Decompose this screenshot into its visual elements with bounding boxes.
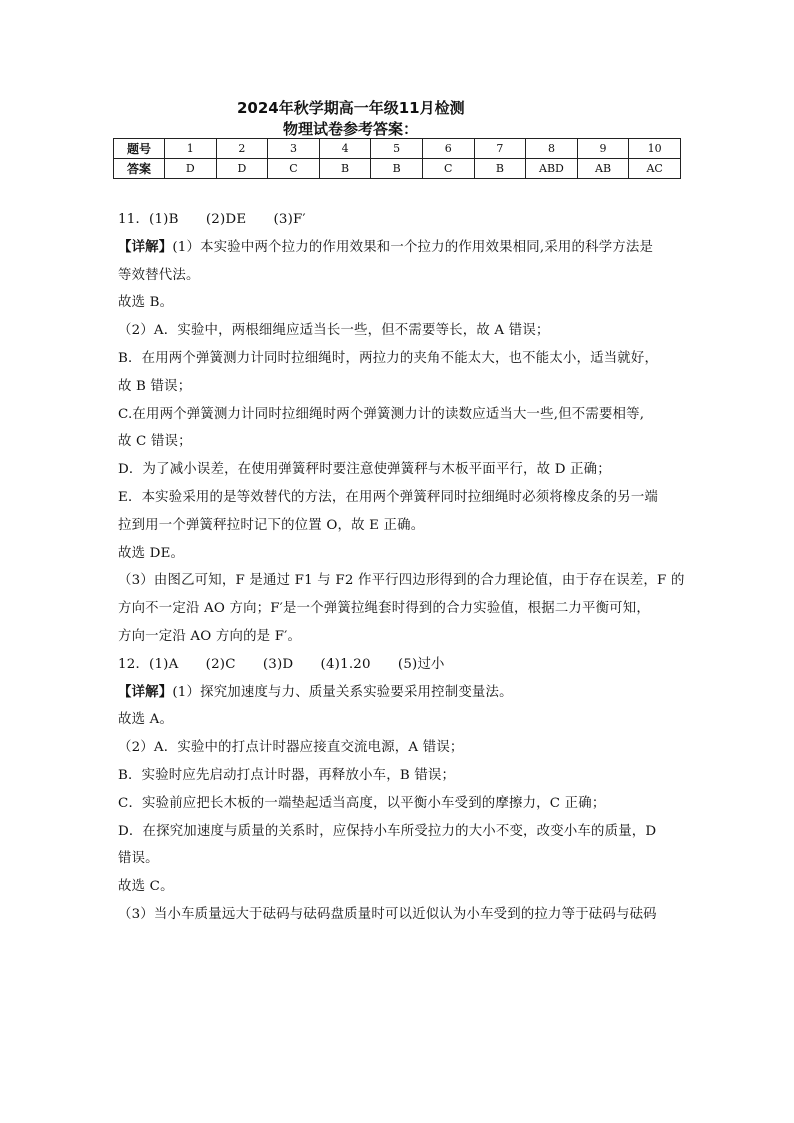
line-text: (1）本实验中两个拉力的作用效果和一个拉力的作用效果相同,采用的科学方法是 (172, 239, 654, 255)
text-line (118, 597, 650, 616)
text-line (118, 458, 611, 477)
page-subtitle: 物理试卷参考答案： (283, 120, 419, 138)
text-line (118, 708, 173, 727)
line-text: （2）A．实验中的打点计时器应接直交流电源，A 错误； (118, 740, 464, 756)
table-row-answers (114, 159, 681, 179)
table-cell: 5 (371, 139, 423, 159)
table-cell: B (319, 159, 371, 179)
line-text: （3）当小车质量远大于砝码与砝码盘质量时可以近似认为小车受到的拉力等于砝码与砝码 (118, 907, 657, 922)
line-text: B．在用两个弹簧测力计同时拉细绳时，两拉力的夹角不能太大，也不能太小，适当就好， (118, 351, 659, 366)
table-cell: 4 (319, 139, 371, 159)
table-cell: D (165, 159, 217, 179)
table-cell: B (371, 159, 423, 179)
line-text: 故选 B。 (118, 295, 174, 311)
text-line (118, 264, 200, 283)
text-line (118, 736, 464, 755)
table-cell: C (268, 159, 320, 179)
line-text: B．实验时应先启动打点计时器，再释放小车，B 错误； (118, 768, 456, 783)
line-text: 11．(1)B (2)DE (3)F′ (118, 212, 306, 227)
table-cell: B (474, 159, 526, 179)
line-text: 错误。 (118, 851, 159, 867)
line-text: D．为了减小误差，在使用弹簧秤时要注意使弹簧秤与木板平面平行，故 D 正确； (118, 462, 611, 478)
table-row-numbers (114, 139, 681, 159)
table-cell: D (216, 159, 268, 179)
row-label-number: 题号 (114, 139, 165, 159)
text-line (118, 291, 173, 310)
text-line (118, 514, 424, 533)
table-cell: 10 (629, 139, 681, 159)
text-line (118, 653, 445, 672)
line-text: C．实验前应把长木板的一端垫起适当高度，以平衡小车受到的摩擦力，C 正确； (118, 795, 606, 811)
text-line (118, 430, 192, 449)
line-text: 故选 DE。 (118, 545, 185, 561)
table-cell: 6 (422, 139, 474, 159)
line-text: 故选 A。 (118, 712, 174, 728)
line-text: （2）A．实验中，两根细绳应适当长一些，但不需要等长，故 A 错误； (118, 323, 550, 339)
table-cell: AB (577, 159, 629, 179)
text-line (118, 625, 301, 644)
line-text: 拉到用一个弹簧秤拉时记下的位置 O，故 E 正确。 (118, 517, 425, 533)
table-cell: 3 (268, 139, 320, 159)
table-cell: 1 (165, 139, 217, 159)
text-line (118, 875, 174, 894)
text-line (118, 903, 657, 922)
line-text: 12．(1)A (2)C (3)D (4)1.20 (5)过小 (118, 656, 445, 672)
line-text: 方向不一定沿 AO 方向；F′是一个弹簧拉绳套时得到的合力实验值，根据二力平衡可知， (118, 601, 650, 617)
text-line (118, 208, 306, 227)
text-line (118, 375, 191, 394)
line-text: 故 B 错误； (118, 378, 192, 394)
page-title: 2024年秋学期高一年级11月检测 (237, 99, 465, 117)
text-line (118, 347, 658, 366)
line-text: 故 C 错误； (118, 434, 192, 450)
text-line (118, 764, 455, 783)
text-line (118, 319, 550, 338)
line-text: (1）探究加速度与力、质量关系实验要采用控制变量法。 (172, 684, 513, 700)
line-text: （3）由图乙可知，F 是通过 F1 与 F2 作平行四边形得到的合力理论值，由于存在误差，F 的 (118, 573, 685, 589)
text-line (118, 681, 513, 700)
section-tag: 【详解】 (118, 239, 173, 255)
section-tag: 【详解】 (118, 684, 173, 700)
text-line (118, 820, 656, 839)
table-cell: 2 (216, 139, 268, 159)
table-cell: AC (629, 159, 681, 179)
line-text: 方向一定沿 AO 方向的是 F′。 (118, 629, 302, 644)
text-line (118, 486, 658, 505)
table-cell: C (422, 159, 474, 179)
answer-table (113, 138, 681, 179)
row-label-answer: 答案 (114, 159, 165, 179)
text-line (118, 542, 184, 561)
table-cell: 7 (474, 139, 526, 159)
text-line (118, 792, 605, 811)
table-cell: 8 (526, 139, 578, 159)
line-text: D．在探究加速度与质量的关系时，应保持小车所受拉力的大小不变，改变小车的质量，D (118, 823, 657, 839)
table-cell: 9 (577, 139, 629, 159)
line-text: 等效替代法。 (118, 267, 200, 283)
text-line (118, 236, 653, 255)
text-line (118, 403, 644, 422)
line-text: E．本实验采用的是等效替代的方法，在用两个弹簧秤同时拉细绳时必须将橡皮条的另一端 (118, 490, 659, 505)
text-line (118, 847, 159, 866)
table-cell: ABD (526, 159, 578, 179)
line-text: C.在用两个弹簧测力计同时拉细绳时两个弹簧测力计的读数应适当大一些,但不需要相等, (118, 406, 645, 422)
text-line (118, 569, 685, 588)
line-text: 故选 C。 (118, 879, 174, 895)
